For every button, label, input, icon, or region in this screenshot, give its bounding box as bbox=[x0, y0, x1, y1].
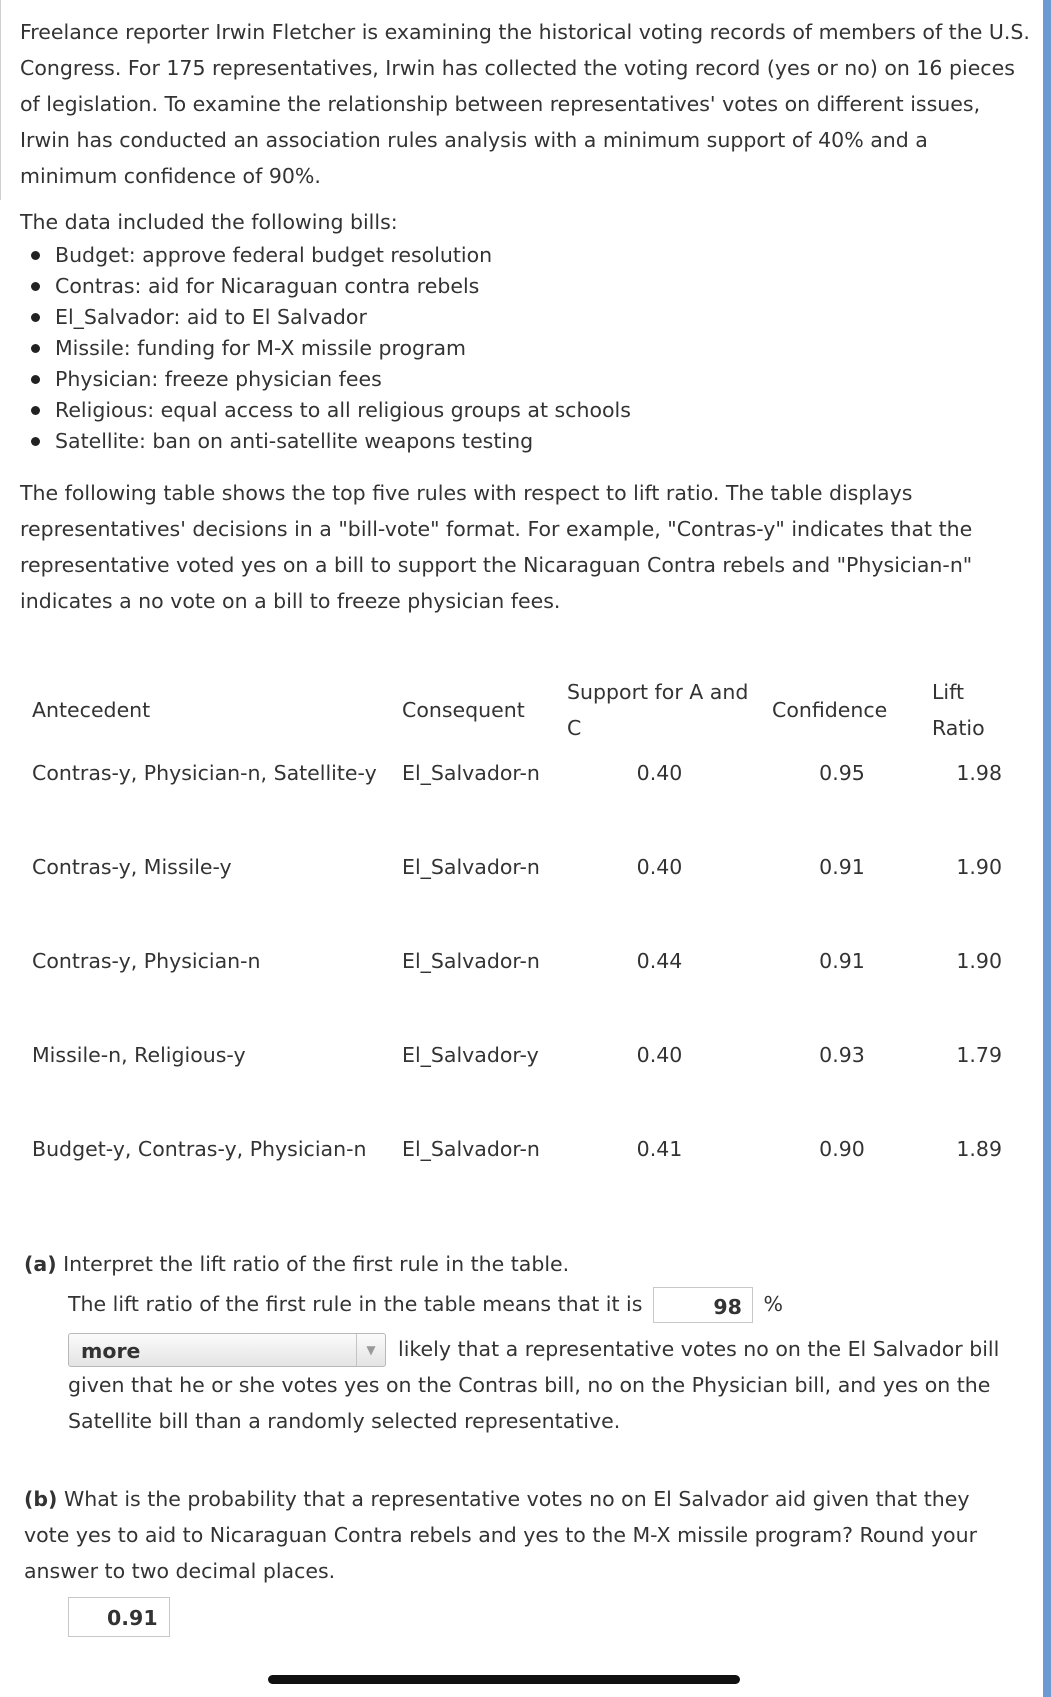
percent-sign: % bbox=[763, 1292, 783, 1316]
antecedent-cell: Budget-y, Contras-y, Physician-n bbox=[32, 1137, 367, 1161]
consequent-cell: El_Salvador-n bbox=[402, 761, 540, 785]
lift-cell: 1.98 bbox=[956, 761, 1002, 785]
association-rules-table bbox=[22, 665, 1012, 1225]
lift-cell: 1.79 bbox=[956, 1043, 1002, 1067]
lift-cell: 1.90 bbox=[956, 855, 1002, 879]
header-lift-ratio: Lift Ratio bbox=[932, 680, 985, 740]
table-row bbox=[22, 1131, 1012, 1225]
antecedent-cell: Missile-n, Religious-y bbox=[32, 1043, 246, 1067]
home-indicator[interactable] bbox=[268, 1675, 740, 1684]
question-b-text: What is the probability that a representative votes no on El Salvador aid given that they vote yes to aid to Nicaraguan Contra rebels and yes to the M-X missile program? Round your answer to two decimal places. bbox=[24, 1487, 978, 1583]
table-row bbox=[22, 1037, 1012, 1131]
intro-paragraph: Freelance reporter Irwin Fletcher is examining the historical voting records of members of the U.S. Congress. For 175 representatives, Irwin has collected the voting record (yes or no) on 16 pieces of legislation. To examine the relationship between representatives' votes on different issues, Irwin has conducted an association rules analysis with a minimum support of 40% and a minimum confidence of 90%. bbox=[20, 20, 1030, 188]
support-cell: 0.40 bbox=[636, 1043, 683, 1067]
confidence-cell: 0.95 bbox=[819, 761, 865, 785]
percent-input[interactable]: 98 bbox=[653, 1287, 753, 1323]
consequent-cell: El_Salvador-y bbox=[402, 1043, 539, 1067]
support-cell: 0.40 bbox=[636, 761, 683, 785]
question-a-label: (a) bbox=[24, 1252, 57, 1276]
problem-content bbox=[20, 14, 1030, 619]
question-a bbox=[24, 1246, 1014, 1282]
confidence-cell: 0.91 bbox=[819, 855, 865, 879]
more-less-dropdown[interactable] bbox=[68, 1333, 386, 1367]
bills-intro: The data included the following bills: bbox=[20, 210, 398, 234]
question-b bbox=[24, 1481, 1014, 1589]
bill-item: Religious: equal access to all religious groups at schools bbox=[55, 395, 1030, 426]
table-intro: The following table shows the top five rules with respect to lift ratio. The table displays representatives' decisions in a "bill-vote" format. For example, "Contras-y" indicates that the representative voted yes on a bill to support the Nicaraguan Contra rebels and "Physician-n" indicates a no vote on a bill to freeze physician fees. bbox=[20, 481, 973, 613]
consequent-cell: El_Salvador-n bbox=[402, 1137, 540, 1161]
support-cell: 0.41 bbox=[636, 1137, 683, 1161]
consequent-cell: El_Salvador-n bbox=[402, 949, 540, 973]
table-row bbox=[22, 755, 1012, 849]
header-confidence: Confidence bbox=[772, 698, 888, 722]
question-b-label: (b) bbox=[24, 1487, 58, 1511]
confidence-cell: 0.93 bbox=[819, 1043, 865, 1067]
confidence-cell: 0.91 bbox=[819, 949, 865, 973]
question-a-text: Interpret the lift ratio of the first rule in the table. bbox=[63, 1252, 570, 1276]
page-left-border bbox=[0, 0, 1, 200]
table-header-row bbox=[22, 665, 1012, 755]
antecedent-cell: Contras-y, Physician-n, Satellite-y bbox=[32, 761, 377, 785]
antecedent-cell: Contras-y, Missile-y bbox=[32, 855, 232, 879]
header-antecedent: Antecedent bbox=[32, 698, 151, 722]
bill-item: Physician: freeze physician fees bbox=[55, 364, 1030, 395]
bill-item: El_Salvador: aid to El Salvador bbox=[55, 302, 1030, 333]
lift-cell: 1.89 bbox=[956, 1137, 1002, 1161]
answer-a-sentence-end: likely that a representative votes no on the El Salvador bill given that he or she votes yes on the Contras bill, no on the Physician bill, and yes on the Satellite bill than a randomly selected representative. bbox=[68, 1337, 1000, 1433]
answer-a-sentence-start: The lift ratio of the first rule in the table means that it is bbox=[68, 1292, 643, 1316]
table-row bbox=[22, 943, 1012, 1037]
dropdown-selected-value: more bbox=[81, 1339, 141, 1363]
bill-list bbox=[20, 240, 1030, 457]
support-cell: 0.40 bbox=[636, 855, 683, 879]
questions bbox=[24, 1246, 1014, 1637]
table-row bbox=[22, 849, 1012, 943]
chevron-down-icon[interactable]: ▼ bbox=[356, 1334, 385, 1366]
header-support: Support for A and C bbox=[567, 680, 749, 740]
consequent-cell: El_Salvador-n bbox=[402, 855, 540, 879]
question-a-answer bbox=[24, 1286, 1014, 1439]
bill-item: Contras: aid for Nicaraguan contra rebels bbox=[55, 271, 1030, 302]
question-b-answer bbox=[24, 1597, 1014, 1637]
antecedent-cell: Contras-y, Physician-n bbox=[32, 949, 261, 973]
confidence-cell: 0.90 bbox=[819, 1137, 865, 1161]
probability-input[interactable]: 0.91 bbox=[68, 1597, 170, 1637]
page-scrollbar[interactable] bbox=[1043, 0, 1051, 1697]
support-cell: 0.44 bbox=[636, 949, 683, 973]
bill-item: Budget: approve federal budget resolution bbox=[55, 240, 1030, 271]
header-consequent: Consequent bbox=[402, 698, 525, 722]
lift-cell: 1.90 bbox=[956, 949, 1002, 973]
bill-item: Satellite: ban on anti-satellite weapons testing bbox=[55, 426, 1030, 457]
bill-item: Missile: funding for M-X missile program bbox=[55, 333, 1030, 364]
